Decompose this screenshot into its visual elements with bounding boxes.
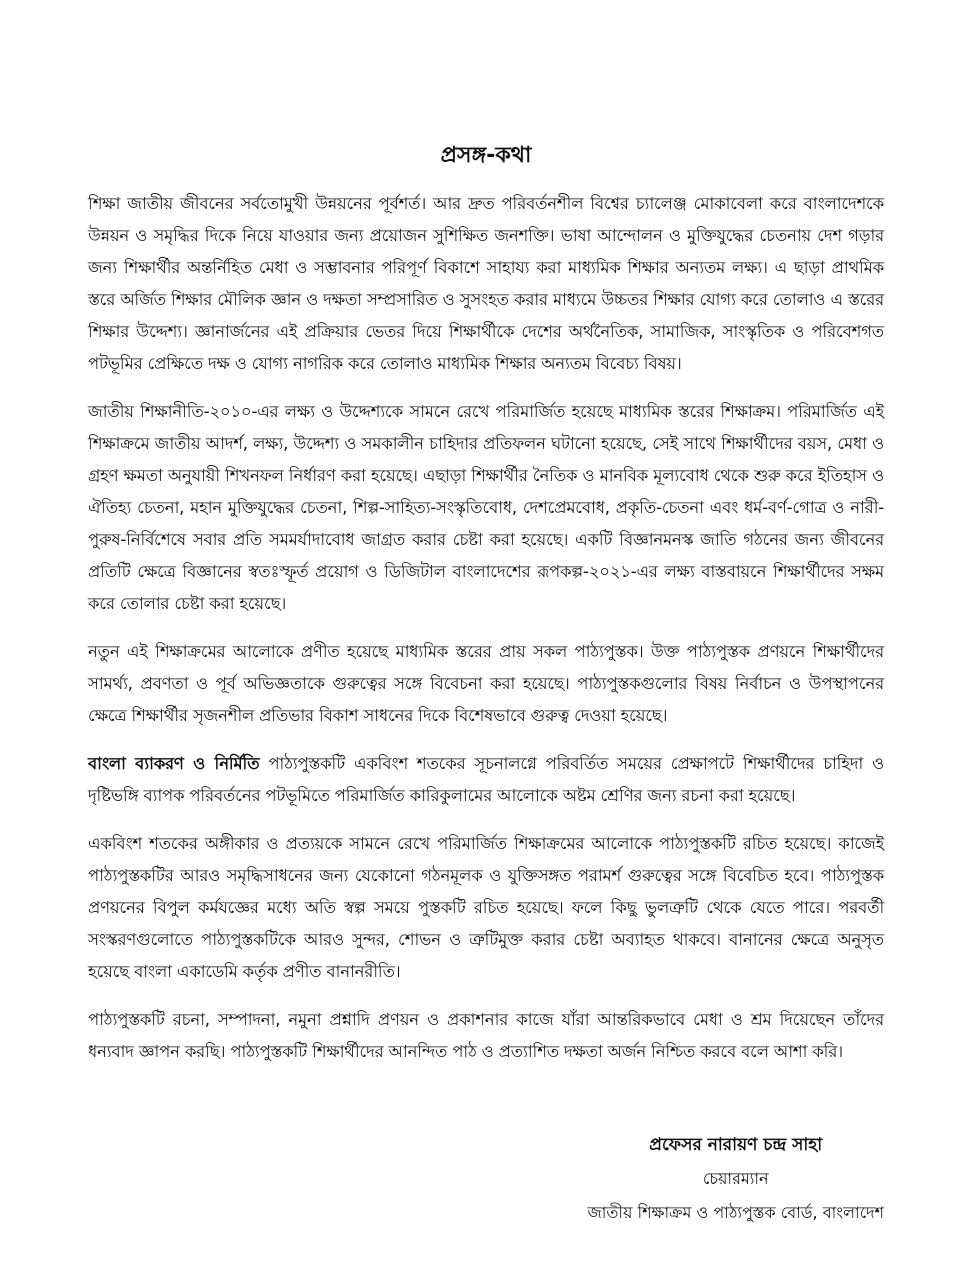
page-title: প্রসঙ্গ-কথা (440, 143, 532, 168)
paragraph-4-text: পাঠ্যপুস্তকটি একবিংশ শতকের সূচনালগ্নে পরিবর্তিত সময়ের প্রেক্ষাপটে শিক্ষার্থীদের চাহিদা ও দৃষ্টিভঙ্গি ব্যাপক পরিবর্তনের পটভূমিতে পরিমার্জিত কারিকুলামের আলোকে অষ্টম শ্রেণির জন্য রচনা করা হয়েছে। (88, 754, 884, 805)
paragraph-5: একবিংশ শতকের অঙ্গীকার ও প্রত্যয়কে সামনে রেখে পরিমার্জিত শিক্ষাক্রমের আলোকে পাঠ্যপুস্তকটি রচিত হয়েছে। কাজেই পাঠ্যপুস্তকটির আরও সমৃদ্ধিসাধনের জন্য যেকোনো গঠনমূলক ও যুক্তিসঙ্গত পরামর্শ গুরুত্বের সঙ্গে বিবেচিত হবে। পাঠ্যপুস্তক প্রণয়নের বিপুল কর্মযজ্ঞের মধ্যে অতি স্বল্প সময়ে পুস্তকটি রচিত হয়েছে। ফলে কিছু ভুলত্রুটি থেকে যেতে পারে। পরবর্তী সংস্করণগুলোতে পাঠ্যপুস্তকটিকে আরও সুন্দর, শোভন ও ত্রুটিমুক্ত করার চেষ্টা অব্যাহত থাকবে। বানানের ক্ষেত্রে অনুসৃত হয়েছে বাংলা একাডেমি কর্তৃক প্রণীত বানানরীতি। (88, 834, 884, 981)
paragraph-2: জাতীয় শিক্ষানীতি-২০১০-এর লক্ষ্য ও উদ্দেশ্যকে সামনে রেখে পরিমার্জিত হয়েছে মাধ্যমিক স্তরের শিক্ষাক্রম। পরিমার্জিত এই শিক্ষাক্রমে জাতীয় আদর্শ, লক্ষ্য, উদ্দেশ্য ও সমকালীন চাহিদার প্রতিফলন ঘটানো হয়েছে, সেই সাথে শিক্ষার্থীদের বয়স, মেধা ও গ্রহণ ক্ষমতা অনুযায়ী শিখনফল নির্ধারণ করা হয়েছে। এছাড়া শিক্ষার্থীর নৈতিক ও মানবিক মূল্যবোধ থেকে শুরু করে ইতিহাস ও ঐতিহ্য চেতনা, মহান মুক্তিযুদ্ধের চেতনা, শিল্প-সাহিত্য-সংস্কৃতিবোধ, দেশপ্রেমবোধ, প্রকৃতি-চেতনা এবং ধর্ম-বর্ণ-গোত্র ও নারী-পুরুষ-নির্বিশেষে সবার প্রতি সমমর্যাদাবোধ জাগ্রত করার চেষ্টা করা হয়েছে। একটি বিজ্ঞানমনস্ক জাতি গঠনের জন্য জীবনের প্রতিটি ক্ষেত্রে বিজ্ঞানের স্বতঃস্ফূর্ত প্রয়োগ ও ডিজিটাল বাংলাদেশের রূপকল্প-২০২১-এর লক্ষ্য বাস্তবায়নে শিক্ষার্থীদের সক্ষম করে তোলার চেষ্টা করা হয়েছে। (88, 402, 884, 613)
foreword-page (88, 140, 884, 1084)
signatory-organization: জাতীয় শিক্ষাক্রম ও পাঠ্যপুস্তক বোর্ড, বাংলাদেশ (587, 1203, 884, 1222)
paragraph-1: শিক্ষা জাতীয় জীবনের সর্বতোমুখী উন্নয়নের পূর্বশর্ত। আর দ্রুত পরিবর্তনশীল বিশ্বের চ্যালেঞ্জ মোকাবেলা করে বাংলাদেশকে উন্নয়ন ও সমৃদ্ধির দিকে নিয়ে যাওয়ার জন্য প্রয়োজন সুশিক্ষিত জনশক্তি। ভাষা আন্দোলন ও মুক্তিযুদ্ধের চেতনায় দেশ গড়ার জন্য শিক্ষার্থীর অন্তর্নিহিত মেধা ও সম্ভাবনার পরিপূর্ণ বিকাশে সাহায্য করা মাধ্যমিক শিক্ষার অন্যতম লক্ষ্য। এ ছাড়া প্রাথমিক স্তরে অর্জিত শিক্ষার মৌলিক জ্ঞান ও দক্ষতা সম্প্রসারিত ও সুসংহত করার মাধ্যমে উচ্চতর শিক্ষার যোগ্য করে তোলাও এ স্তরের শিক্ষার উদ্দেশ্য। জ্ঞানার্জনের এই প্রক্রিয়ার ভেতর দিয়ে শিক্ষার্থীকে দেশের অর্থনৈতিক, সামাজিক, সাংস্কৃতিক ও পরিবেশগত পটভূমির প্রেক্ষিতে দক্ষ ও যোগ্য নাগরিক করে তোলাও মাধ্যমিক শিক্ষার অন্যতম বিবেচ্য বিষয়। (88, 194, 884, 373)
signature-block (587, 1128, 884, 1230)
signatory-name: প্রফেসর নারায়ণ চন্দ্র সাহা (649, 1135, 823, 1155)
signatory-designation: চেয়ারম্যান (702, 1169, 769, 1188)
book-title-bold: বাংলা ব্যাকরণ ও নির্মিতি (88, 754, 260, 773)
paragraph-3: নতুন এই শিক্ষাক্রমের আলোকে প্রণীত হয়েছে মাধ্যমিক স্তরের প্রায় সকল পাঠ্যপুস্তক। উক্ত পাঠ্যপুস্তক প্রণয়নে শিক্ষার্থীদের সামর্থ্য, প্রবণতা ও পূর্ব অভিজ্ঞতাকে গুরুত্বের সঙ্গে বিবেচনা করা হয়েছে। পাঠ্যপুস্তকগুলোর বিষয় নির্বাচন ও উপস্থাপনের ক্ষেত্রে শিক্ষার্থীর সৃজনশীল প্রতিভার বিকাশ সাধনের দিকে বিশেষভাবে গুরুত্ব দেওয়া হয়েছে। (88, 642, 884, 725)
paragraph-4 (88, 748, 884, 812)
paragraph-6: পাঠ্যপুস্তকটি রচনা, সম্পাদনা, নমুনা প্রশ্নাদি প্রণয়ন ও প্রকাশনার কাজে যাঁরা আন্তরিকভাবে মেধা ও শ্রম দিয়েছেন তাঁদের ধন্যবাদ জ্ঞাপন করছি। পাঠ্যপুস্তকটি শিক্ষার্থীদের আনন্দিত পাঠ ও প্রত্যাশিত দক্ষতা অর্জন নিশ্চিত করবে বলে আশা করি। (88, 1010, 884, 1061)
